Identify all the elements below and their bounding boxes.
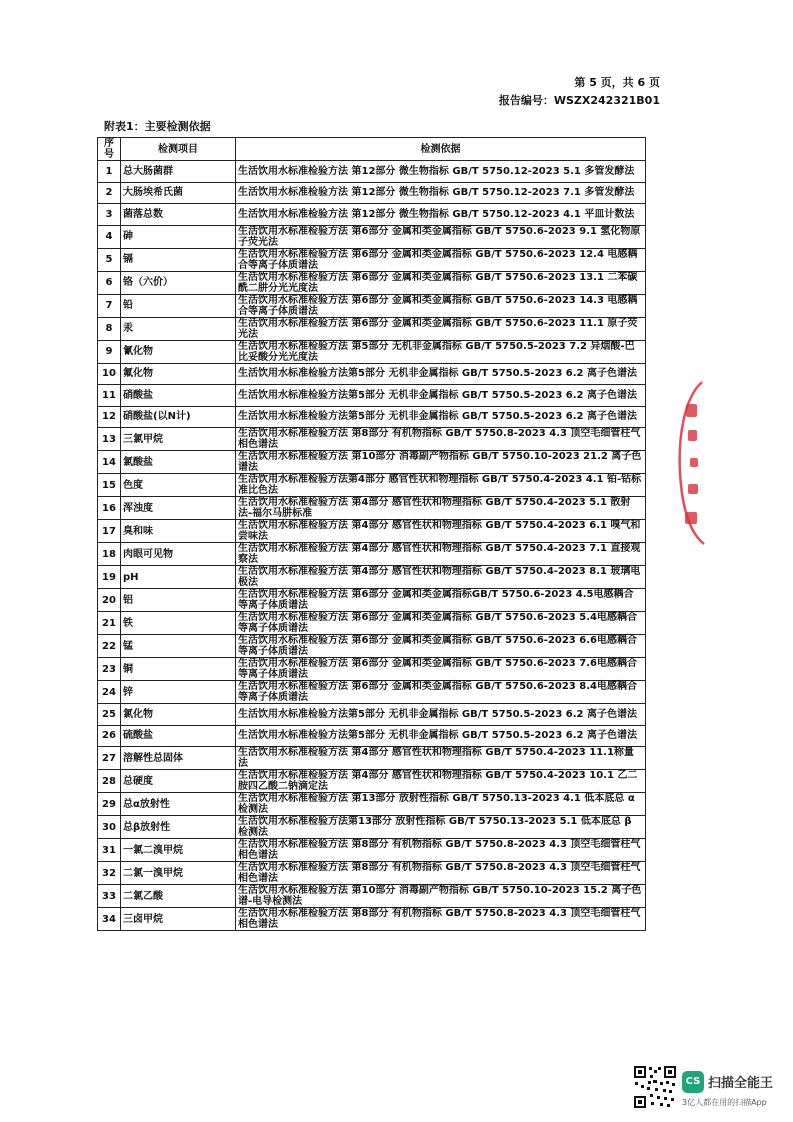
row-number: 16 — [98, 497, 121, 520]
table-row — [98, 770, 646, 793]
test-item: 硝酸盐(以N计) — [121, 406, 236, 428]
test-item: 铜 — [121, 658, 236, 681]
header-no: 序号 — [98, 138, 121, 161]
test-basis: 生活饮用水标准检验方法 第6部分 金属和类金属指标 GB/T 5750.6-2023 13.1 二苯碳酰二肼分光光度法 — [236, 271, 646, 294]
row-number: 2 — [98, 182, 121, 204]
table-row — [98, 204, 646, 226]
table-row — [98, 474, 646, 497]
table-row — [98, 428, 646, 451]
row-number: 9 — [98, 340, 121, 363]
table-row — [98, 271, 646, 294]
row-number: 14 — [98, 451, 121, 474]
test-basis: 生活饮用水标准检验方法 第6部分 金属和类金属指标 GB/T 5750.6-2023 12.4 电感耦合等离子体质谱法 — [236, 248, 646, 271]
table-row — [98, 566, 646, 589]
row-number: 4 — [98, 225, 121, 248]
table-row — [98, 862, 646, 885]
table-row — [98, 681, 646, 704]
test-item: pH — [121, 566, 236, 589]
test-basis: 生活饮用水标准检验方法 第6部分 金属和类金属指标 GB/T 5750.6-2023 6.6电感耦合等离子体质谱法 — [236, 635, 646, 658]
table-row — [98, 612, 646, 635]
row-number: 34 — [98, 908, 121, 931]
row-number: 1 — [98, 161, 121, 183]
test-basis: 生活饮用水标准检验方法第5部分 无机非金属指标 GB/T 5750.5-2023 6.2 离子色谱法 — [236, 385, 646, 407]
row-number: 11 — [98, 385, 121, 407]
table-row — [98, 406, 646, 428]
table-row — [98, 543, 646, 566]
test-item: 臭和味 — [121, 520, 236, 543]
camscanner-brand-name: 扫描全能王 — [708, 1076, 774, 1091]
test-item: 溶解性总固体 — [121, 747, 236, 770]
table-row — [98, 658, 646, 681]
row-number: 13 — [98, 428, 121, 451]
appendix-title: 附表1：主要检测依据 — [104, 120, 211, 133]
table-row — [98, 747, 646, 770]
test-basis: 生活饮用水标准检验方法 第4部分 感官性状和物理指标 GB/T 5750.4-2023 8.1 玻璃电极法 — [236, 566, 646, 589]
test-item: 大肠埃希氏菌 — [121, 182, 236, 204]
test-basis: 生活饮用水标准检验方法 第12部分 微生物指标 GB/T 5750.12-2023 5.1 多管发酵法 — [236, 161, 646, 183]
test-item: 总α放射性 — [121, 793, 236, 816]
table-row — [98, 793, 646, 816]
inspection-basis-table — [97, 137, 646, 931]
row-number: 19 — [98, 566, 121, 589]
table-row — [98, 908, 646, 931]
test-item: 铁 — [121, 612, 236, 635]
test-item: 二氯乙酸 — [121, 885, 236, 908]
table-row — [98, 225, 646, 248]
camscanner-logo-icon: CS — [682, 1071, 704, 1093]
row-number: 32 — [98, 862, 121, 885]
test-basis: 生活饮用水标准检验方法 第4部分 感官性状和物理指标 GB/T 5750.4-2023 6.1 嗅气和尝味法 — [236, 520, 646, 543]
row-number: 26 — [98, 725, 121, 747]
test-basis: 生活饮用水标准检验方法 第6部分 金属和类金属指标 GB/T 5750.6-2023 5.4电感耦合等离子体质谱法 — [236, 612, 646, 635]
table-row — [98, 363, 646, 385]
test-basis: 生活饮用水标准检验方法 第4部分 感官性状和物理指标 GB/T 5750.4-2023 7.1 直接观察法 — [236, 543, 646, 566]
test-item: 总大肠菌群 — [121, 161, 236, 183]
test-basis: 生活饮用水标准检验方法第4部分 感官性状和物理指标 GB/T 5750.4-2023 4.1 铂-钴标准比色法 — [236, 474, 646, 497]
test-basis: 生活饮用水标准检验方法 第6部分 金属和类金属指标 GB/T 5750.6-2023 7.6电感耦合等离子体质谱法 — [236, 658, 646, 681]
table-row — [98, 385, 646, 407]
row-number: 21 — [98, 612, 121, 635]
row-number: 17 — [98, 520, 121, 543]
test-basis: 生活饮用水标准检验方法 第6部分 金属和类金属指标 GB/T 5750.6-2023 11.1 原子荧光法 — [236, 317, 646, 340]
camscanner-tagline: 3亿人都在用的扫描App — [682, 1098, 767, 1107]
test-basis: 生活饮用水标准检验方法 第4部分 感官性状和物理指标 GB/T 5750.4-2023 10.1 乙二胺四乙酸二钠滴定法 — [236, 770, 646, 793]
table-row — [98, 294, 646, 317]
test-basis: 生活饮用水标准检验方法 第4部分 感官性状和物理指标 GB/T 5750.4-2023 5.1 散射法-福尔马肼标准 — [236, 497, 646, 520]
row-number: 23 — [98, 658, 121, 681]
table-row — [98, 704, 646, 726]
page-info — [470, 74, 660, 110]
qr-code — [633, 1065, 677, 1109]
table-header-row — [98, 138, 646, 161]
test-item: 锌 — [121, 681, 236, 704]
row-number: 25 — [98, 704, 121, 726]
test-basis: 生活饮用水标准检验方法第5部分 无机非金属指标 GB/T 5750.5-2023 6.2 离子色谱法 — [236, 704, 646, 726]
test-item: 总硬度 — [121, 770, 236, 793]
test-basis: 生活饮用水标准检验方法第13部分 放射性指标 GB/T 5750.13-2023 5.1 低本底总 β 检测法 — [236, 816, 646, 839]
test-item: 氯酸盐 — [121, 451, 236, 474]
row-number: 6 — [98, 271, 121, 294]
header-item: 检测项目 — [121, 138, 236, 161]
test-item: 氟化物 — [121, 363, 236, 385]
row-number: 30 — [98, 816, 121, 839]
row-number: 8 — [98, 317, 121, 340]
test-item: 菌落总数 — [121, 204, 236, 226]
table-row — [98, 317, 646, 340]
row-number: 27 — [98, 747, 121, 770]
test-item: 肉眼可见物 — [121, 543, 236, 566]
test-item: 浑浊度 — [121, 497, 236, 520]
test-item: 硝酸盐 — [121, 385, 236, 407]
table-row — [98, 451, 646, 474]
row-number: 12 — [98, 406, 121, 428]
row-number: 5 — [98, 248, 121, 271]
test-basis: 生活饮用水标准检验方法第5部分 无机非金属指标 GB/T 5750.5-2023 6.2 离子色谱法 — [236, 363, 646, 385]
table-row — [98, 816, 646, 839]
test-basis: 生活饮用水标准检验方法 第6部分 金属和类金属指标 GB/T 5750.6-2023 14.3 电感耦合等离子体质谱法 — [236, 294, 646, 317]
test-basis: 生活饮用水标准检验方法第5部分 无机非金属指标 GB/T 5750.5-2023 6.2 离子色谱法 — [236, 725, 646, 747]
test-basis: 生活饮用水标准检验方法 第6部分 金属和类金属指标 GB/T 5750.6-2023 9.1 氢化物原子荧光法 — [236, 225, 646, 248]
test-item: 三卤甲烷 — [121, 908, 236, 931]
row-number: 20 — [98, 589, 121, 612]
official-seal — [668, 378, 716, 548]
page-number: 第 5 页，共 6 页 — [574, 76, 660, 89]
report-number: 报告编号：WSZX242321B01 — [498, 94, 660, 107]
row-number: 28 — [98, 770, 121, 793]
row-number: 7 — [98, 294, 121, 317]
test-item: 砷 — [121, 225, 236, 248]
test-basis: 生活饮用水标准检验方法 第5部分 无机非金属指标 GB/T 5750.5-2023 7.2 异烟酸-巴比妥酸分光光度法 — [236, 340, 646, 363]
test-item: 锰 — [121, 635, 236, 658]
test-item: 汞 — [121, 317, 236, 340]
test-basis: 生活饮用水标准检验方法 第8部分 有机物指标 GB/T 5750.8-2023 4.3 顶空毛细管柱气相色谱法 — [236, 839, 646, 862]
test-basis: 生活饮用水标准检验方法 第8部分 有机物指标 GB/T 5750.8-2023 4.3 顶空毛细管柱气相色谱法 — [236, 908, 646, 931]
test-item: 氰化物 — [121, 340, 236, 363]
row-number: 10 — [98, 363, 121, 385]
test-basis: 生活饮用水标准检验方法 第8部分 有机物指标 GB/T 5750.8-2023 4.3 顶空毛细管柱气相色谱法 — [236, 428, 646, 451]
row-number: 22 — [98, 635, 121, 658]
row-number: 18 — [98, 543, 121, 566]
test-basis: 生活饮用水标准检验方法第5部分 无机非金属指标 GB/T 5750.5-2023 6.2 离子色谱法 — [236, 406, 646, 428]
test-item: 铝 — [121, 589, 236, 612]
test-item: 总β放射性 — [121, 816, 236, 839]
test-item: 镉 — [121, 248, 236, 271]
test-item: 一氯二溴甲烷 — [121, 839, 236, 862]
test-item: 三氯甲烷 — [121, 428, 236, 451]
test-basis: 生活饮用水标准检验方法 第6部分 金属和类金属指标 GB/T 5750.6-2023 8.4电感耦合等离子体质谱法 — [236, 681, 646, 704]
table-row — [98, 635, 646, 658]
row-number: 3 — [98, 204, 121, 226]
test-item: 铅 — [121, 294, 236, 317]
table-row — [98, 182, 646, 204]
test-basis: 生活饮用水标准检验方法 第4部分 感官性状和物理指标 GB/T 5750.4-2023 11.1称量法 — [236, 747, 646, 770]
table-row — [98, 839, 646, 862]
header-basis: 检测依据 — [236, 138, 646, 161]
test-item: 色度 — [121, 474, 236, 497]
row-number: 31 — [98, 839, 121, 862]
table-row — [98, 725, 646, 747]
table-row — [98, 589, 646, 612]
test-item: 硫酸盐 — [121, 725, 236, 747]
test-basis: 生活饮用水标准检验方法 第10部分 消毒副产物指标 GB/T 5750.10-2023 21.2 离子色谱法 — [236, 451, 646, 474]
test-item: 铬（六价） — [121, 271, 236, 294]
row-number: 33 — [98, 885, 121, 908]
table-row — [98, 497, 646, 520]
table-row — [98, 885, 646, 908]
test-item: 氯化物 — [121, 704, 236, 726]
test-basis: 生活饮用水标准检验方法 第12部分 微生物指标 GB/T 5750.12-2023 4.1 平皿计数法 — [236, 204, 646, 226]
table-row — [98, 161, 646, 183]
test-basis: 生活饮用水标准检验方法 第8部分 有机物指标 GB/T 5750.8-2023 4.3 顶空毛细管柱气相色谱法 — [236, 862, 646, 885]
table-row — [98, 340, 646, 363]
table-row — [98, 248, 646, 271]
test-item: 二氯一溴甲烷 — [121, 862, 236, 885]
row-number: 24 — [98, 681, 121, 704]
table-row — [98, 520, 646, 543]
test-basis: 生活饮用水标准检验方法 第13部分 放射性指标 GB/T 5750.13-2023 4.1 低本底总 α 检测法 — [236, 793, 646, 816]
test-basis: 生活饮用水标准检验方法 第12部分 微生物指标 GB/T 5750.12-2023 7.1 多管发酵法 — [236, 182, 646, 204]
test-basis: 生活饮用水标准检验方法 第6部分 金属和类金属指标GB/T 5750.6-2023 4.5电感耦合等离子体质谱法 — [236, 589, 646, 612]
row-number: 29 — [98, 793, 121, 816]
row-number: 15 — [98, 474, 121, 497]
test-basis: 生活饮用水标准检验方法 第10部分 消毒副产物指标 GB/T 5750.10-2023 15.2 离子色谱-电导检测法 — [236, 885, 646, 908]
